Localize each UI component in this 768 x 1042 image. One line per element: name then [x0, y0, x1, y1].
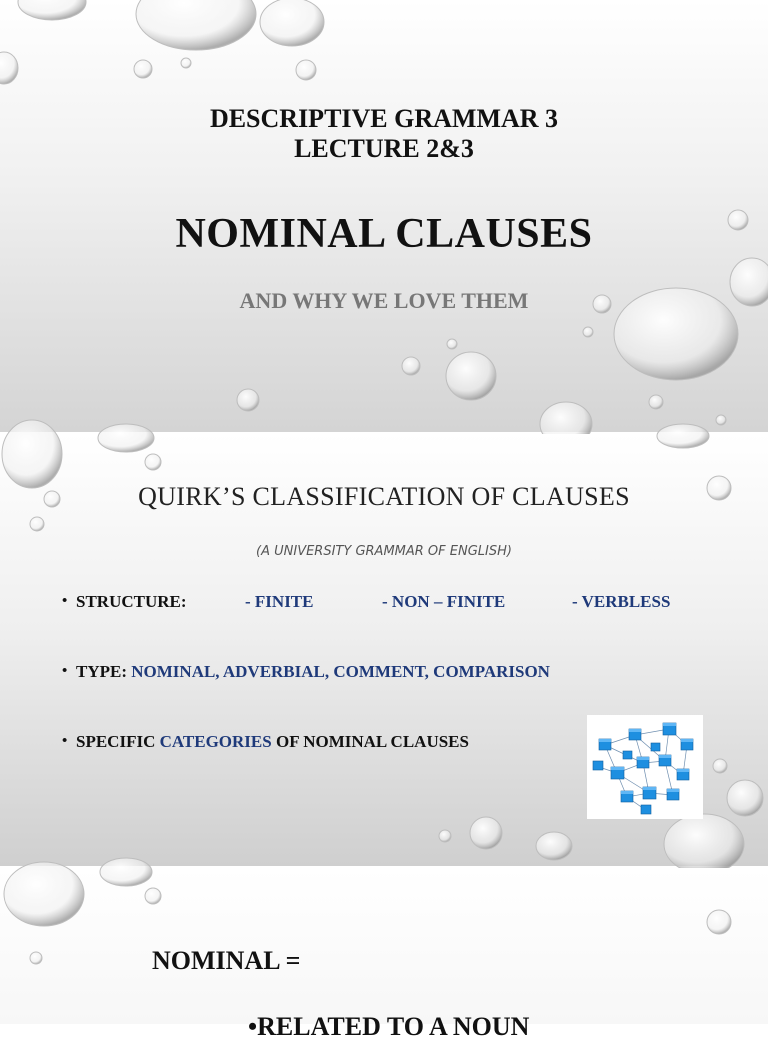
bullet-structure [62, 592, 187, 612]
structure-non-finite: - NON – FINITE [382, 592, 506, 611]
structure-verbless: - VERBLESS [572, 592, 671, 611]
main-title: NOMINAL CLAUSES [175, 211, 593, 257]
lecture-number: LECTURE 2&3 [294, 134, 474, 163]
structure-finite: - FINITE [245, 592, 314, 611]
nominal-definition-text: •RELATED TO A NOUN [248, 1012, 530, 1041]
type-label: TYPE: [76, 662, 127, 681]
water-drops-background [0, 868, 768, 1024]
categories-highlight: CATEGORIES [159, 732, 272, 751]
bullet-categories [62, 732, 469, 752]
slide-nominal-definition [0, 868, 768, 1041]
bullet-symbol: • [62, 733, 68, 749]
slide-classification [0, 434, 768, 866]
subtitle: AND WHY WE LOVE THEM [239, 288, 529, 313]
slide-title: QUIRK’S CLASSIFICATION OF CLAUSES [138, 482, 630, 511]
slide-title [0, 0, 768, 432]
categories-prefix: SPECIFIC [76, 732, 156, 751]
nominal-definition-label: NOMINAL = [152, 946, 301, 975]
lecture-title: DESCRIPTIVE GRAMMAR 3 [209, 104, 559, 133]
network-cubes-icon [587, 715, 703, 819]
bullet-type [62, 662, 550, 682]
source-reference: (A UNIVERSITY GRAMMAR OF ENGLISH) [256, 544, 512, 559]
categories-suffix: OF NOMINAL CLAUSES [275, 732, 469, 751]
bullet-symbol: • [62, 593, 68, 609]
structure-label: STRUCTURE: [76, 592, 187, 611]
bullet-symbol: • [62, 663, 68, 679]
type-values: NOMINAL, ADVERBIAL, COMMENT, COMPARISON [131, 662, 550, 681]
